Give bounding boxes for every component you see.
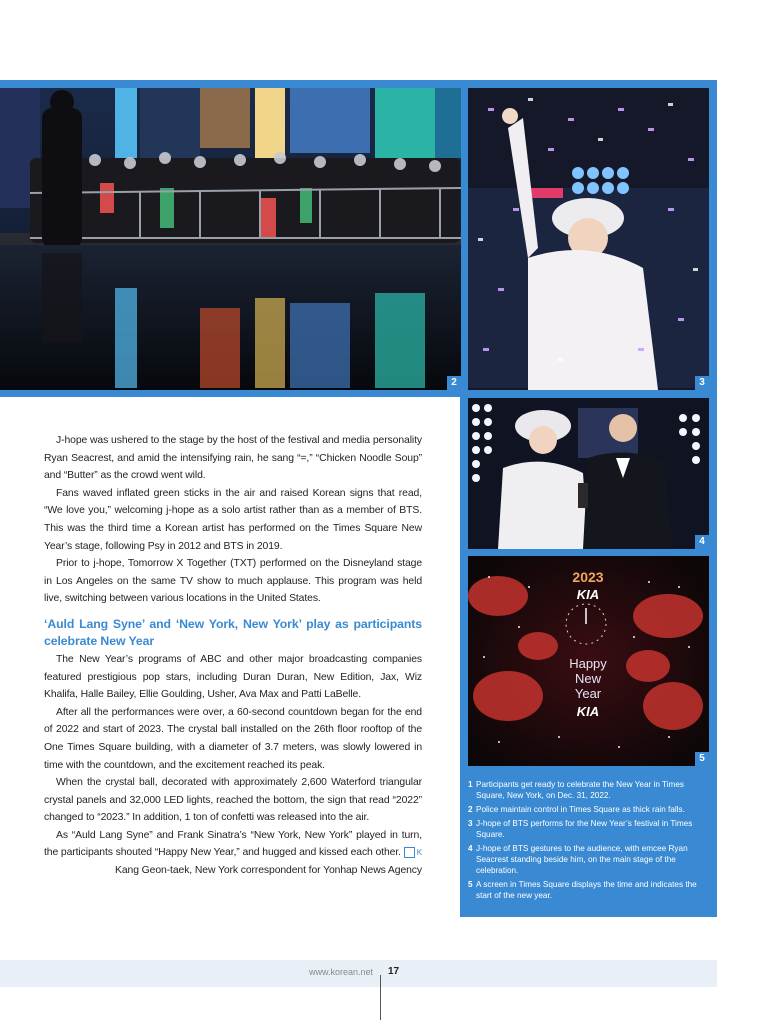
photo-number: 3	[695, 376, 709, 390]
article-paragraph: Prior to j-hope, Tomorrow X Together (TXT) performed on the Disneyland stage in Los Angeles on the same TV show to much applause. This program was held live, switching between various locations in the United States.	[44, 558, 422, 605]
caption-number: 1	[468, 780, 473, 789]
section-heading: ‘Auld Lang Syne’ and ‘New York, New York’ play as participants celebrate New Year	[44, 616, 422, 648]
caption-text: J-hope of BTS performs for the New Year’s festival in Times Square.	[476, 819, 693, 839]
caption-text: A screen in Times Square displays the time and indicates the start of the new year.	[476, 880, 697, 900]
photo-number: 2	[447, 376, 461, 390]
new-year-screen-illustration	[468, 556, 709, 766]
screen-greeting-line-3: Year	[574, 686, 602, 701]
caption-text: Police maintain control in Times Square as thick rain falls.	[476, 805, 685, 814]
screen-brand-top: KIA	[576, 587, 600, 602]
photo-police-times-square	[0, 88, 461, 390]
photo-number: 5	[695, 752, 709, 766]
photo-number: 4	[695, 535, 709, 549]
caption-number: 5	[468, 880, 473, 889]
page-number: 17	[388, 966, 400, 977]
caption-item	[468, 843, 713, 876]
screen-brand-bottom: KIA	[576, 704, 600, 719]
caption-item	[468, 818, 713, 840]
caption-item	[468, 779, 713, 801]
article-paragraph: After all the performances were over, a 60-second countdown began for the end of 2022 and start of 2023. The crystal ball installed on the 26th floor rooftop of the One Times Square building, with a diameter of 3.7 meters, was slowly lowered in time with the countdown, and the excitement reached its peak.	[44, 706, 422, 771]
screen-greeting-line-2: New	[574, 671, 602, 686]
article-paragraph: The New Year’s programs of ABC and other major broadcasting companies featured prestigious pop stars, including Duran Duran, New Edition, Jax, Wiz Khalifa, Halle Bailey, Ellie Goulding, Usher, Ava Max and Patti LaBelle.	[44, 653, 422, 701]
article-paragraph-last	[44, 827, 422, 862]
page-footer	[0, 960, 717, 987]
article-paragraph: When the crystal ball, decorated with approximately 2,600 Waterford triangular crystal panels and 32,000 LED lights, reached the bottom, the sign that read “2022” changed to “2023.” In addition, 1 ton of confetti was released into the air.	[44, 777, 422, 824]
screen-year: 2023	[572, 569, 604, 585]
photo-captions	[468, 779, 713, 904]
caption-text: Participants get ready to celebrate the New Year in Times Square, New York, on Dec. 31, 2022.	[476, 780, 684, 800]
emcee-illustration	[468, 398, 709, 549]
photo-jhope-performing	[468, 88, 709, 390]
footer-url: www.korean.net	[308, 967, 373, 977]
caption-text: J-hope of BTS gestures to the audience, with emcee Ryan Seacrest standing beside him, on the main stage of the celebration.	[476, 844, 688, 875]
last-paragraph-text: As “Auld Lang Syne” and Frank Sinatra’s “New York, New York” played in turn, the participants shouted “Happy New Year,” and hugged and kissed each other.	[44, 829, 422, 859]
photo-jhope-with-emcee	[468, 398, 709, 549]
caption-number: 2	[468, 805, 473, 814]
caption-number: 4	[468, 844, 473, 853]
end-mark-icon: K	[404, 847, 415, 858]
caption-number: 3	[468, 819, 473, 828]
caption-item	[468, 804, 713, 815]
police-scene-illustration	[0, 88, 461, 390]
article-paragraph: Fans waved inflated green sticks in the air and raised Korean signs that read, “We love you,” welcoming j-hope as a solo artist rather than as a member of BTS. This was the third time a Korean artist has performed on the Times Square New Year’s stage, following Psy in 2012 and BTS in 2019.	[44, 487, 422, 552]
caption-item	[468, 879, 713, 901]
performer-illustration	[468, 88, 709, 390]
photo-new-year-screen	[468, 556, 709, 766]
byline: Kang Geon-taek, New York correspondent for Yonhap News Agency	[115, 865, 422, 877]
article-body	[44, 432, 422, 880]
article-paragraph: J-hope was ushered to the stage by the host of the festival and media personality Ryan Seacrest, and amid the intensifying rain, he sang “=,” “Chicken Noodle Soup” and “Butter” as the crowd went wild.	[44, 435, 422, 482]
footer-divider	[380, 975, 381, 1020]
screen-greeting-line-1: Happy	[569, 656, 607, 671]
